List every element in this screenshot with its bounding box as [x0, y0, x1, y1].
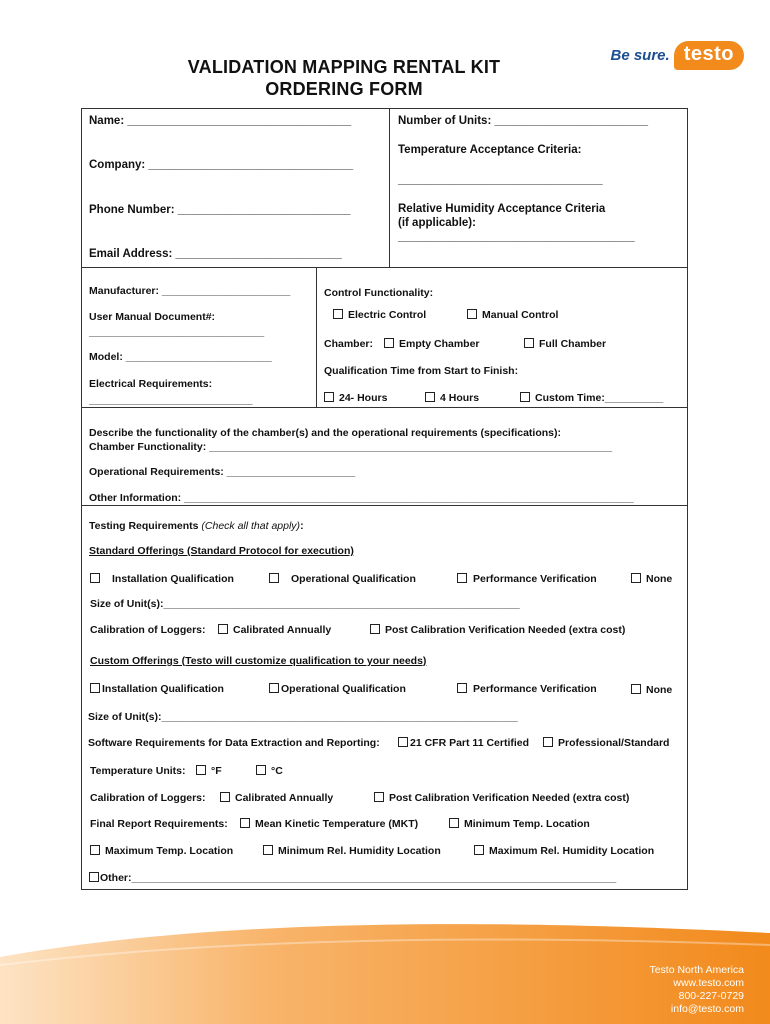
hours-4-option[interactable]: 4 Hours: [425, 391, 479, 405]
size-of-units-field-2[interactable]: Size of Unit(s):_____________________________________________________________: [88, 711, 518, 723]
footer-company: Testo North America: [649, 964, 744, 976]
empty-chamber-option[interactable]: Empty Chamber: [384, 337, 480, 351]
celsius-option[interactable]: °C: [256, 764, 283, 778]
name-field[interactable]: Name: ___________________________________: [89, 115, 352, 127]
calibrated-annually-checkbox[interactable]: [218, 624, 228, 634]
calibrated-annually-option-2[interactable]: Calibrated Annually: [220, 791, 333, 805]
min-temp-option[interactable]: Minimum Temp. Location: [449, 817, 590, 831]
std-iq-checkbox[interactable]: [90, 573, 100, 583]
footer-phone: 800-227-0729: [678, 990, 744, 1002]
custom-time-option[interactable]: Custom Time:__________: [520, 391, 663, 405]
logo-brand: testo: [674, 41, 744, 70]
electrical-field[interactable]: ____________________________: [89, 394, 253, 406]
max-rh-option[interactable]: Maximum Rel. Humidity Location: [474, 844, 654, 858]
standard-offerings-heading: Standard Offerings (Standard Protocol for execution): [89, 545, 354, 557]
rh-criteria-label: Relative Humidity Acceptance Criteria: [398, 203, 606, 215]
testing-title: Testing Requirements (Check all that apply):: [89, 520, 304, 532]
footer-email[interactable]: info@testo.com: [670, 1003, 744, 1015]
mkt-option[interactable]: Mean Kinetic Temperature (MKT): [240, 817, 418, 831]
chamber-functionality-field[interactable]: Chamber Functionality: _____________________________________________________________________: [89, 441, 613, 453]
email-field[interactable]: Email Address: __________________________: [89, 248, 342, 260]
describe-label: Describe the functionality of the chamber(s) and the operational requirements (specifications):: [89, 427, 562, 439]
testo-logo: [611, 38, 745, 72]
cust-pv-option[interactable]: Performance Verification: [457, 682, 597, 696]
operational-requirements-field[interactable]: Operational Requirements: ______________________: [89, 466, 356, 478]
other-checkbox[interactable]: [89, 872, 99, 882]
cust-iq-option[interactable]: Installation Qualification: [90, 682, 224, 696]
model-field[interactable]: Model: _________________________: [89, 351, 272, 363]
temp-criteria-label: Temperature Acceptance Criteria:: [398, 144, 582, 156]
hours-4-checkbox[interactable]: [425, 392, 435, 402]
other-option[interactable]: Other:___________________________________________________________________________________: [89, 871, 616, 885]
title-line-2: ORDERING FORM: [265, 79, 423, 99]
empty-chamber-checkbox[interactable]: [384, 338, 394, 348]
footer-contact: [649, 964, 744, 1016]
full-chamber-checkbox[interactable]: [524, 338, 534, 348]
celsius-checkbox[interactable]: [256, 765, 266, 775]
std-iq-option[interactable]: Installation Qualification: [90, 572, 234, 586]
cust-none-checkbox[interactable]: [631, 684, 641, 694]
phone-field[interactable]: Phone Number: ___________________________: [89, 204, 351, 216]
std-none-checkbox[interactable]: [631, 573, 641, 583]
chamber-label: Chamber:: [324, 338, 374, 350]
electric-control-checkbox[interactable]: [333, 309, 343, 319]
std-pv-option[interactable]: Performance Verification: [457, 572, 597, 586]
post-calibration-option[interactable]: Post Calibration Verification Needed (extra cost): [370, 623, 625, 637]
cust-none-option[interactable]: None: [631, 683, 672, 697]
manual-label: User Manual Document#:: [89, 311, 216, 323]
cfr-option[interactable]: 21 CFR Part 11 Certified: [398, 736, 529, 750]
calibrated-annually-checkbox-2[interactable]: [220, 792, 230, 802]
qual-time-label: Qualification Time from Start to Finish:: [324, 365, 519, 377]
logo-tagline: Be sure.: [610, 46, 670, 64]
divider-1: [82, 267, 687, 268]
software-label: Software Requirements for Data Extraction and Reporting:: [88, 737, 380, 749]
units-field[interactable]: Number of Units: ________________________: [398, 115, 648, 127]
max-temp-option[interactable]: Maximum Temp. Location: [90, 844, 233, 858]
size-of-units-field[interactable]: Size of Unit(s):_____________________________________________________________: [90, 598, 520, 610]
fahrenheit-option[interactable]: °F: [196, 764, 222, 778]
professional-checkbox[interactable]: [543, 737, 553, 747]
post-calibration-checkbox[interactable]: [370, 624, 380, 634]
mkt-checkbox[interactable]: [240, 818, 250, 828]
cust-pv-checkbox[interactable]: [457, 683, 467, 693]
other-information-field[interactable]: Other Information: _____________________________________________________________________________: [89, 492, 634, 504]
std-pv-checkbox[interactable]: [457, 573, 467, 583]
custom-time-checkbox[interactable]: [520, 392, 530, 402]
cust-iq-checkbox[interactable]: [90, 683, 100, 693]
min-temp-checkbox[interactable]: [449, 818, 459, 828]
temp-criteria-field[interactable]: ________________________________: [398, 174, 603, 186]
title-line-1: VALIDATION MAPPING RENTAL KIT: [187, 57, 501, 77]
std-oq-option[interactable]: Operational Qualification: [269, 572, 416, 586]
divider-2: [82, 407, 687, 408]
control-title: Control Functionality:: [324, 287, 434, 299]
rh-criteria-field[interactable]: _____________________________________: [398, 231, 635, 243]
full-chamber-option[interactable]: Full Chamber: [524, 337, 606, 351]
std-oq-checkbox[interactable]: [269, 573, 279, 583]
cust-oq-option[interactable]: Operational Qualification: [269, 682, 406, 696]
divider-3: [82, 505, 687, 506]
divider-equipment: [316, 267, 317, 407]
calibrated-annually-option[interactable]: Calibrated Annually: [218, 623, 331, 637]
company-field[interactable]: Company: ________________________________: [89, 159, 354, 171]
cfr-checkbox[interactable]: [398, 737, 408, 747]
temp-units-label: Temperature Units:: [90, 765, 186, 777]
hours-24-option[interactable]: 24- Hours: [324, 391, 387, 405]
form-title: [80, 56, 608, 100]
manual-control-checkbox[interactable]: [467, 309, 477, 319]
min-rh-checkbox[interactable]: [263, 845, 273, 855]
professional-option[interactable]: Professional/Standard: [543, 736, 669, 750]
calibration-label: Calibration of Loggers:: [90, 624, 206, 636]
manual-field[interactable]: ______________________________: [89, 326, 265, 338]
electric-control-option[interactable]: Electric Control: [333, 308, 426, 322]
manufacturer-field[interactable]: Manufacturer: ______________________: [89, 285, 291, 297]
max-temp-checkbox[interactable]: [90, 845, 100, 855]
post-calibration-checkbox-2[interactable]: [374, 792, 384, 802]
manual-control-option[interactable]: Manual Control: [467, 308, 558, 322]
final-report-label: Final Report Requirements:: [90, 818, 228, 830]
fahrenheit-checkbox[interactable]: [196, 765, 206, 775]
post-calibration-option-2[interactable]: Post Calibration Verification Needed (extra cost): [374, 791, 629, 805]
calibration-label-2: Calibration of Loggers:: [90, 792, 206, 804]
max-rh-checkbox[interactable]: [474, 845, 484, 855]
min-rh-option[interactable]: Minimum Rel. Humidity Location: [263, 844, 441, 858]
cust-oq-checkbox[interactable]: [269, 683, 279, 693]
std-none-option[interactable]: None: [631, 572, 672, 586]
electrical-label: Electrical Requirements:: [89, 378, 213, 390]
custom-offerings-heading: Custom Offerings (Testo will customize qualification to your needs): [90, 655, 427, 667]
footer-web[interactable]: www.testo.com: [673, 977, 744, 989]
order-form: [81, 108, 688, 890]
rh-applicable-label: (if applicable):: [398, 217, 476, 229]
divider-contact: [389, 109, 390, 267]
hours-24-checkbox[interactable]: [324, 392, 334, 402]
